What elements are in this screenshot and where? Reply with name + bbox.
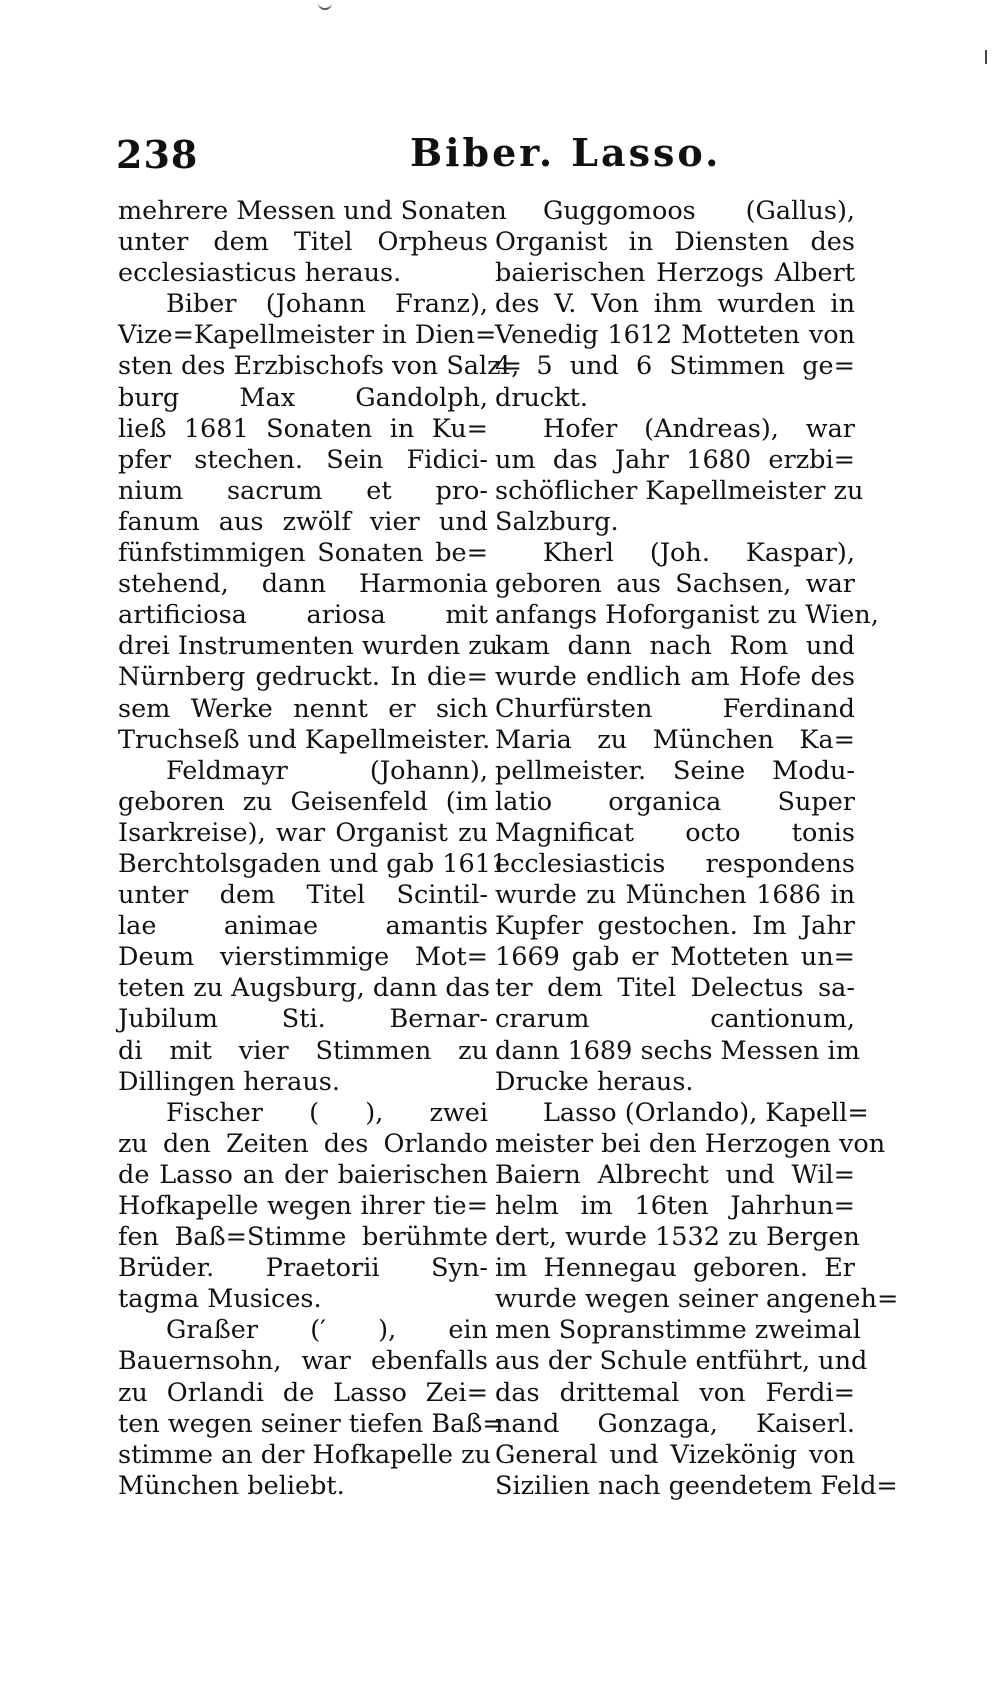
text-line: geboren zu Geisenfeld (im (118, 786, 488, 817)
text-line: meister bei den Herzogen von (495, 1128, 886, 1159)
text-line: Fischer ( ), zwei (166, 1097, 488, 1128)
text-line: Guggomoos (Gallus), (543, 196, 855, 226)
text-line: zu den Zeiten des Orlando (118, 1128, 488, 1159)
text-line: unter dem Titel Scintil- (118, 880, 488, 911)
text-line: 1669 gab er Motteten un= (495, 942, 855, 973)
text-line: dann 1689 sechs Messen im (495, 1035, 860, 1066)
text-line: sem Werke nennt er sich (118, 693, 488, 724)
text-line: Maria zu München Ka= (495, 724, 855, 755)
text-line: Vize=Kapellmeister in Dien= (118, 320, 497, 351)
text-line: burg Max Gandolph, (118, 382, 488, 413)
text-line: anfangs Hoforganist zu Wien, (495, 600, 879, 631)
text-line: fen Baß=Stimme berühmte (118, 1222, 488, 1253)
text-line: sten des Erzbischofs von Salz= (118, 351, 522, 382)
text-line: Nürnberg gedruckt. In die= (118, 662, 488, 693)
text-line: helm im 16ten Jahrhun= (495, 1191, 855, 1221)
text-line: tagma Musices. (118, 1284, 322, 1315)
text-line: Dillingen heraus. (118, 1066, 340, 1097)
text-line: mehrere Messen und Sonaten (118, 196, 507, 226)
text-line: nium sacrum et pro- (118, 475, 488, 506)
text-line: pfer stechen. Sein Fidici- (118, 444, 488, 475)
text-line: stehend, dann Harmonia (118, 569, 488, 600)
text-line: zu Orlandi de Lasso Zei= (118, 1377, 488, 1408)
text-line: fanum aus zwölf vier und (118, 506, 488, 537)
page-number: 238 (116, 132, 199, 177)
page-edge-mark (318, 0, 332, 10)
text-line: Bauernsohn, war ebenfalls (118, 1346, 488, 1377)
text-line: Venedig 1612 Motteten von (495, 320, 855, 351)
text-line: Hofkapelle wegen ihrer tie= (118, 1191, 488, 1221)
text-line: München beliebt. (118, 1470, 345, 1501)
text-line: fünfstimmigen Sonaten be= (118, 538, 488, 569)
text-line: di mit vier Stimmen zu (118, 1035, 488, 1066)
text-line: Feldmayr (Johann), (166, 755, 488, 786)
text-line: Salzburg. (495, 506, 619, 537)
text-line: Kupfer gestochen. Im Jahr (495, 911, 855, 942)
text-line: ecclesiasticis respondens (495, 848, 855, 879)
text-line: Truchseß und Kapellmeister. (118, 724, 491, 755)
text-line: nand Gonzaga, Kaiserl. (495, 1408, 855, 1439)
text-line: Berchtolsgaden und gab 1611 (118, 848, 508, 879)
text-line: 4, 5 und 6 Stimmen ge= (495, 351, 855, 382)
text-line: General und Vizekönig von (495, 1439, 855, 1470)
text-line: Magnificat octo tonis (495, 817, 855, 848)
text-line: Baiern Albrecht und Wil= (495, 1159, 855, 1190)
text-line: ter dem Titel Delectus sa- (495, 973, 855, 1004)
text-line: latio organica Super (495, 786, 855, 817)
text-line: wurde zu München 1686 in (495, 880, 855, 911)
text-line: dert, wurde 1532 zu Bergen (495, 1222, 860, 1253)
text-line: men Sopranstimme zweimal (495, 1315, 861, 1346)
text-line: wurde endlich am Hofe des (495, 662, 855, 693)
text-line: geboren aus Sachsen, war (495, 569, 855, 600)
text-line: druckt. (495, 382, 589, 413)
text-line: Hofer (Andreas), war (543, 413, 855, 444)
text-line: des V. Von ihm wurden in (495, 289, 855, 320)
text-line: wurde wegen seiner angeneh= (495, 1284, 899, 1315)
text-line: crarum cantionum, (495, 1004, 855, 1035)
text-line: Drucke heraus. (495, 1066, 694, 1097)
text-line: aus der Schule entführt, und (495, 1346, 868, 1377)
text-line: Jubilum Sti. Bernar- (118, 1004, 488, 1035)
running-head: Biber. Lasso. (410, 130, 722, 175)
text-line: Biber (Johann Franz), (166, 289, 488, 320)
text-line: im Hennegau geboren. Er (495, 1253, 855, 1284)
text-line: lae animae amantis (118, 911, 488, 942)
text-line: Lasso (Orlando), Kapell= (543, 1097, 869, 1128)
text-line: drei Instrumenten wurden zu (118, 631, 499, 662)
text-line: das drittemal von Ferdi= (495, 1377, 855, 1408)
text-line: baierischen Herzogs Albert (495, 258, 855, 289)
text-line: ecclesiasticus heraus. (118, 258, 402, 289)
text-line: Organist in Diensten des (495, 227, 855, 258)
page-edge-mark-right (985, 50, 987, 64)
left-column (118, 196, 522, 1502)
right-column (495, 196, 899, 1502)
text-line: unter dem Titel Orpheus (118, 227, 488, 258)
text-line: Deum vierstimmige Mot= (118, 942, 488, 973)
text-line: Sizilien nach geendetem Feld= (495, 1470, 898, 1501)
text-line: Graßer (′ ), ein (166, 1315, 488, 1346)
text-line: de Lasso an der baierischen (118, 1159, 488, 1190)
text-line: teten zu Augsburg, dann das (118, 973, 490, 1004)
text-line: Brüder. Praetorii Syn- (118, 1253, 488, 1284)
text-line: pellmeister. Seine Modu- (495, 755, 855, 786)
text-line: Churfürsten Ferdinand (495, 693, 855, 724)
text-line: Kherl (Joh. Kaspar), (543, 538, 855, 569)
text-line: schöflicher Kapellmeister zu (495, 475, 864, 506)
text-line: kam dann nach Rom und (495, 631, 855, 662)
text-line: ließ 1681 Sonaten in Ku= (118, 413, 488, 444)
text-line: stimme an der Hofkapelle zu (118, 1439, 491, 1470)
text-line: Isarkreise), war Organist zu (118, 817, 488, 848)
text-line: ten wegen seiner tiefen Baß= (118, 1408, 504, 1439)
text-line: um das Jahr 1680 erzbi= (495, 444, 855, 475)
text-line: artificiosa ariosa mit (118, 600, 488, 631)
